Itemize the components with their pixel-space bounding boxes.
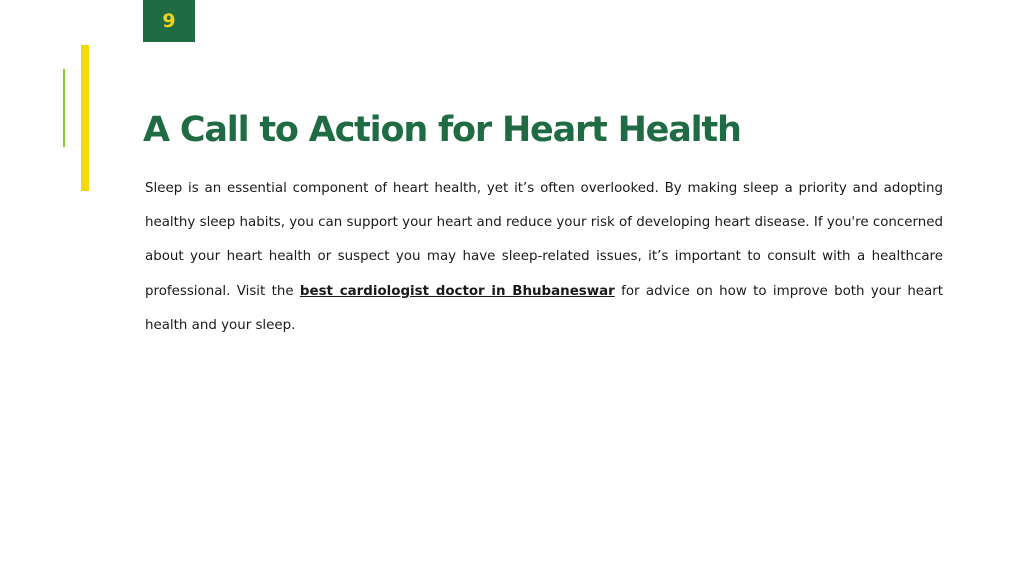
body-paragraph — [145, 172, 943, 343]
page-number: 9 — [162, 10, 176, 32]
body-text-after-link: for advice on how to improve both your heart health and your sleep. — [145, 283, 944, 333]
yellow-accent-bar — [81, 45, 89, 191]
green-accent-line — [63, 69, 65, 147]
page-number-badge — [143, 0, 195, 42]
body-text-before-link: Sleep is an essential component of heart health, yet it’s often overlooked. By making sleep a priority and adopting healthy sleep habits, you can support your heart and reduce your risk of developing heart disease. If you're concerned about your heart health or suspect you may have sleep-related issues, it’s important to consult with a healthcare professional. Visit the — [145, 181, 943, 299]
slide-title: A Call to Action for Heart Health — [143, 110, 741, 150]
cardiologist-link[interactable]: best cardiologist doctor in Bhubaneswar — [299, 283, 615, 299]
